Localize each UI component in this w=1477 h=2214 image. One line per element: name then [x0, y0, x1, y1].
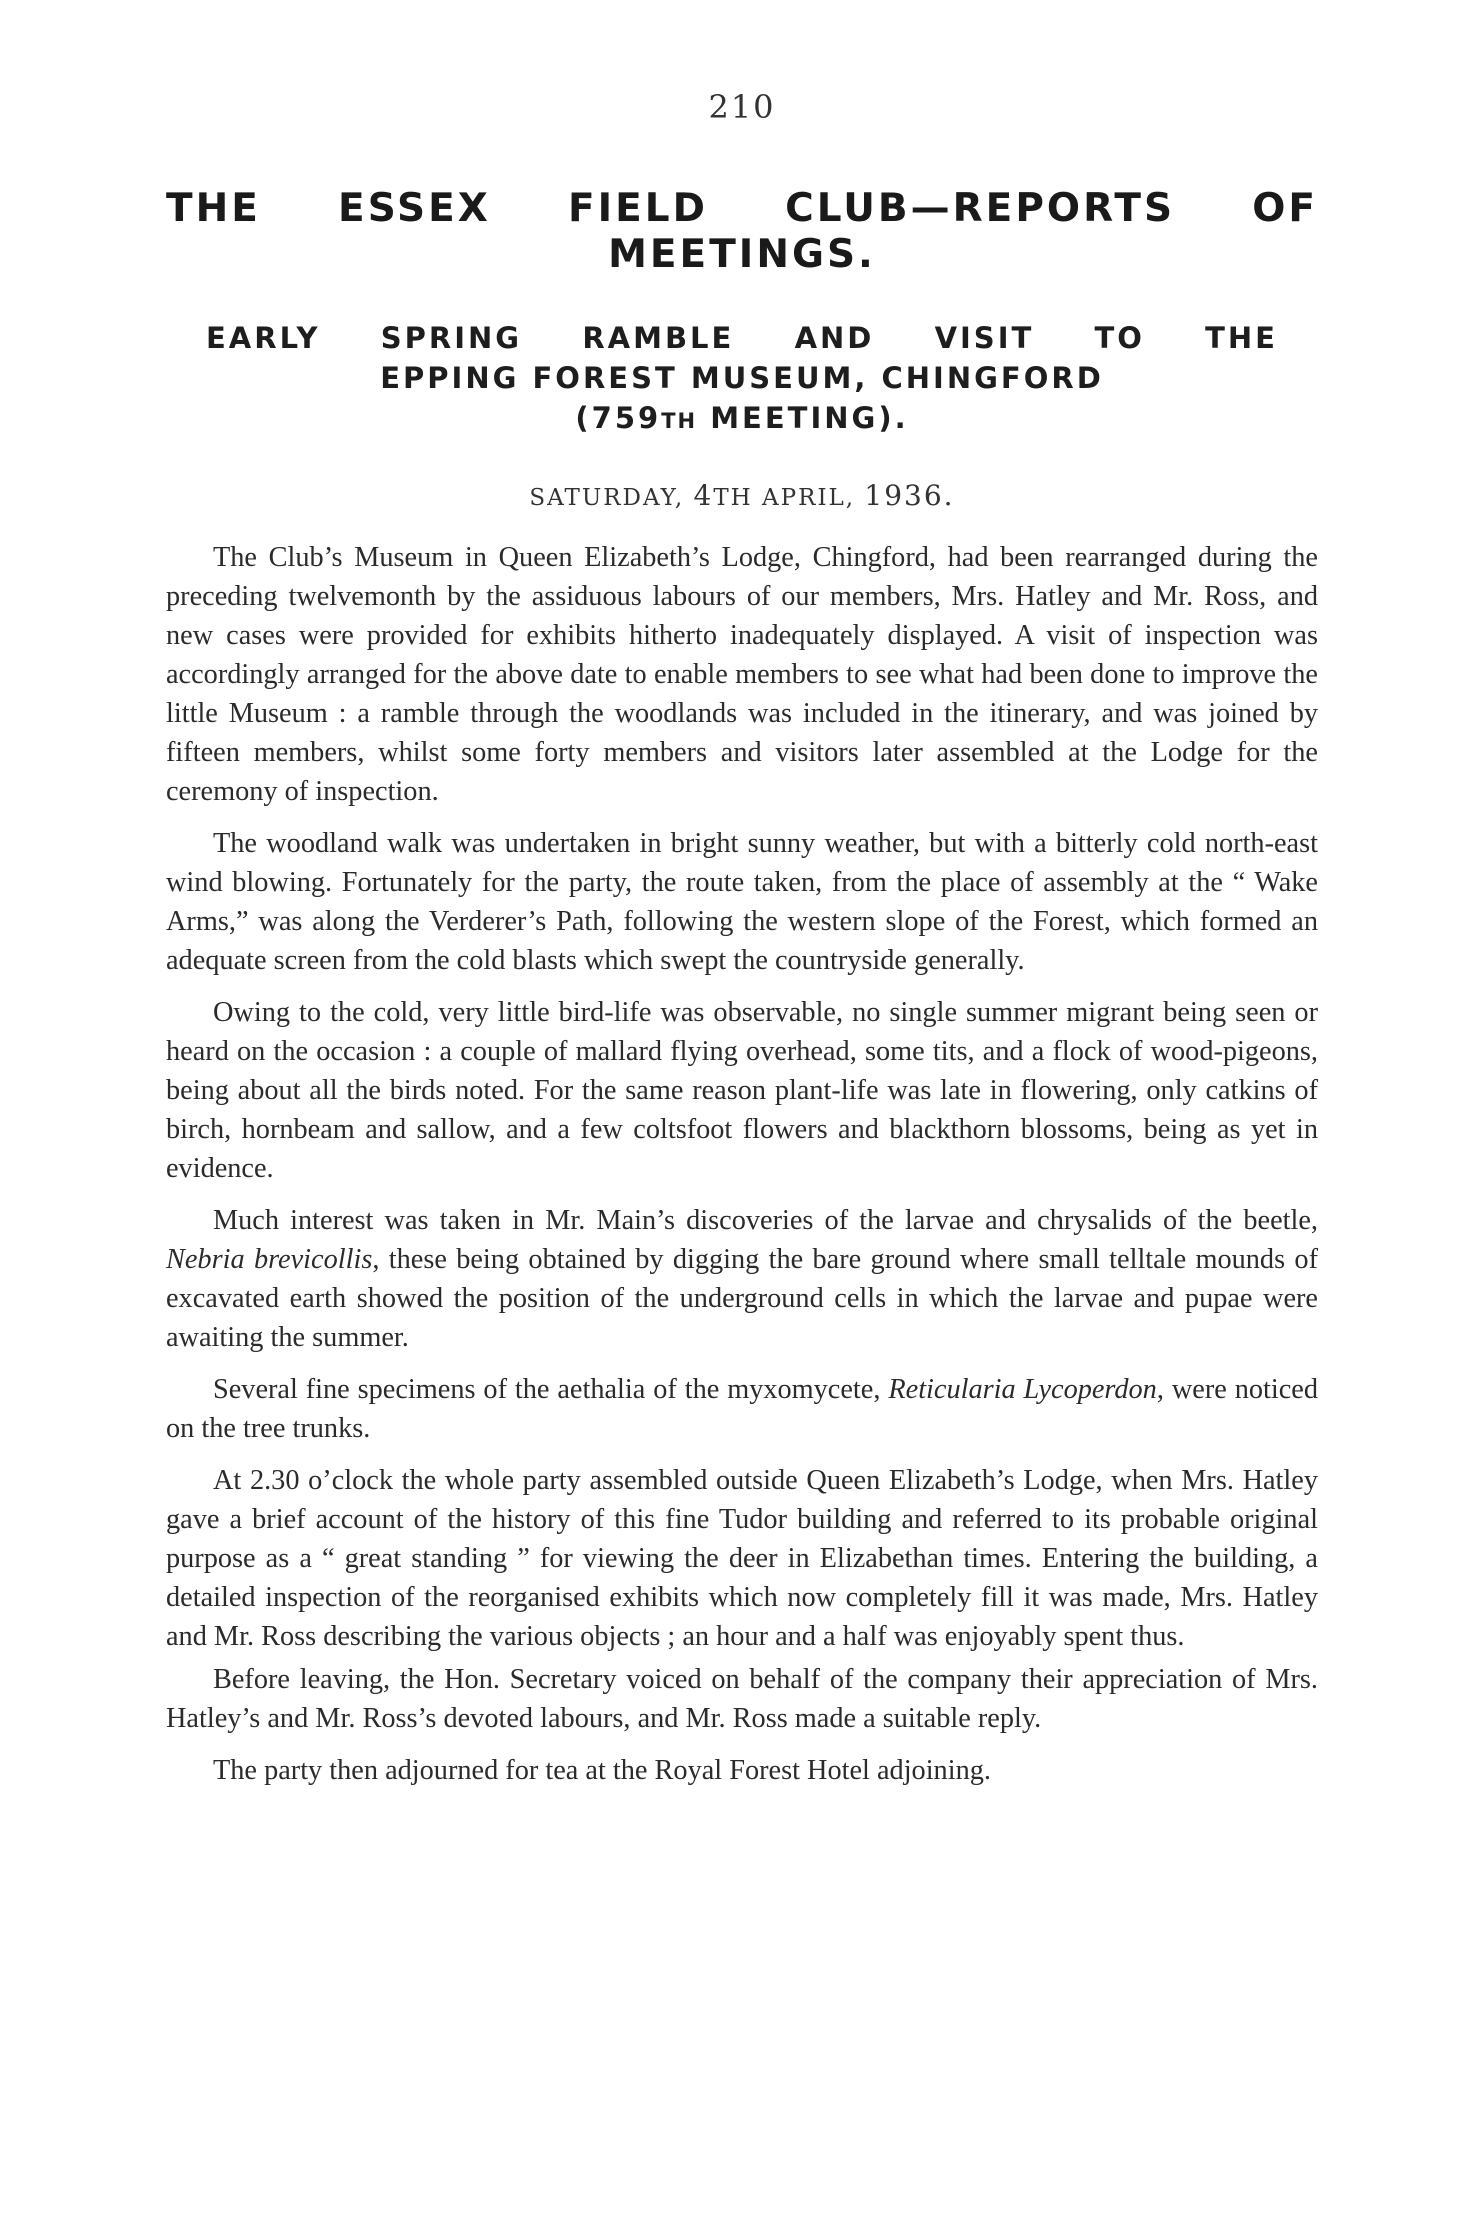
paragraph-beetle [166, 1201, 1318, 1357]
paragraph-thanks: Before leaving, the Hon. Secretary voiced on behalf of the company their appreciation of Mrs. Hatley’s and Mr. Ross’s devoted labours, and Mr. Ross made a suitable reply. [166, 1664, 1318, 1734]
beetle-species-name: Nebria brevicollis [166, 1244, 373, 1275]
meeting-number-open: (759 [575, 401, 662, 435]
document-page [166, 88, 1318, 1803]
myxomycete-text-a: Several fine specimens of the aethalia of the myxomycete, [213, 1374, 889, 1405]
subtitle-line-1: EARLY SPRING RAMBLE AND VISIT TO THE [206, 321, 1278, 355]
paragraph-bird-life: Owing to the cold, very little bird-life was observable, no single summer migrant being seen or heard on the occasion : a couple of mallard flying overhead, some tits, and a flock of wood-pigeons, being about all the birds noted. For the same reason plant-life was late in flowering, only catkins of birch, hornbeam and sallow, and a few coltsfoot flowers and blackthorn blossoms, being as yet in evidence. [166, 997, 1318, 1184]
meeting-number-suffix: TH [661, 409, 698, 433]
page-title [166, 186, 1318, 278]
meeting-date [166, 479, 1318, 512]
paragraph-museum: The Club’s Museum in Queen Elizabeth’s Lodge, Chingford, had been rearranged during the preceding twelvemonth by the assiduous labours of our members, Mrs. Hatley and Mr. Ross, and new cases were provided for exhibits hitherto inadequately displayed. A visit of inspection was accordingly arranged for the above date to enable members to see what had been done to improve the little Museum : a ramble through the woodlands was included in the itinerary, and was joined by fifteen members, whilst some forty members and visitors later assembled at the Lodge for the ceremony of inspection. [166, 542, 1318, 807]
page-number: 210 [708, 88, 776, 126]
subtitle-line-2: EPPING FOREST MUSEUM, CHINGFORD [380, 361, 1104, 395]
myxomycete-text-b: , were noticed on the tree trunks. [166, 1374, 1318, 1444]
subtitle-line-3 [166, 398, 1318, 441]
title-line-2: MEETINGS. [608, 232, 876, 277]
meeting-subtitle [166, 318, 1318, 441]
date-year: 1936. [864, 479, 955, 512]
date-month: TH APRIL, [713, 485, 865, 511]
paragraph-lodge-inspection: At 2.30 o’clock the whole party assembled outside Queen Elizabeth’s Lodge, when Mrs. Hatley gave a brief account of the history of this fine Tudor building and referred to its probable original purpose as a “ great standing ” for viewing the deer in Elizabethan times. Entering the building, a detailed inspection of the reorganised exhibits which now completely fill it was made, Mrs. Hatley and Mr. Ross describing the various objects ; an hour and a half was enjoyably spent thus. [166, 1465, 1318, 1652]
beetle-text-b: , these being obtained by digging the bare ground where small telltale mounds of excavated earth showed the position of the underground cells in which the larvae and pupae were awaiting the summer. [166, 1244, 1319, 1353]
myxomycete-species-name: Reticularia Lycoperdon [888, 1374, 1157, 1405]
paragraph-myxomycete [166, 1370, 1318, 1448]
paragraph-woodland-walk: The woodland walk was undertaken in bright sunny weather, but with a bitterly cold north-east wind blowing. Fortunately for the party, the route taken, from the place of assembly at the “ Wake Arms,” was along the Verderer’s Path, following the western slope of the Forest, which formed an adequate screen from the cold blasts which swept the countryside generally. [166, 828, 1318, 976]
date-day: SATURDAY, [529, 485, 694, 511]
title-line-1: THE ESSEX FIELD CLUB—REPORTS OF [166, 186, 1318, 231]
beetle-text-a: Much interest was taken in Mr. Main’s discoveries of the larvae and chrysalids of the beetle, [213, 1205, 1318, 1236]
paragraph-tea: The party then adjourned for tea at the Royal Forest Hotel adjoining. [213, 1755, 991, 1786]
meeting-number-rest: MEETING). [697, 401, 909, 435]
date-number: 4 [693, 479, 714, 512]
